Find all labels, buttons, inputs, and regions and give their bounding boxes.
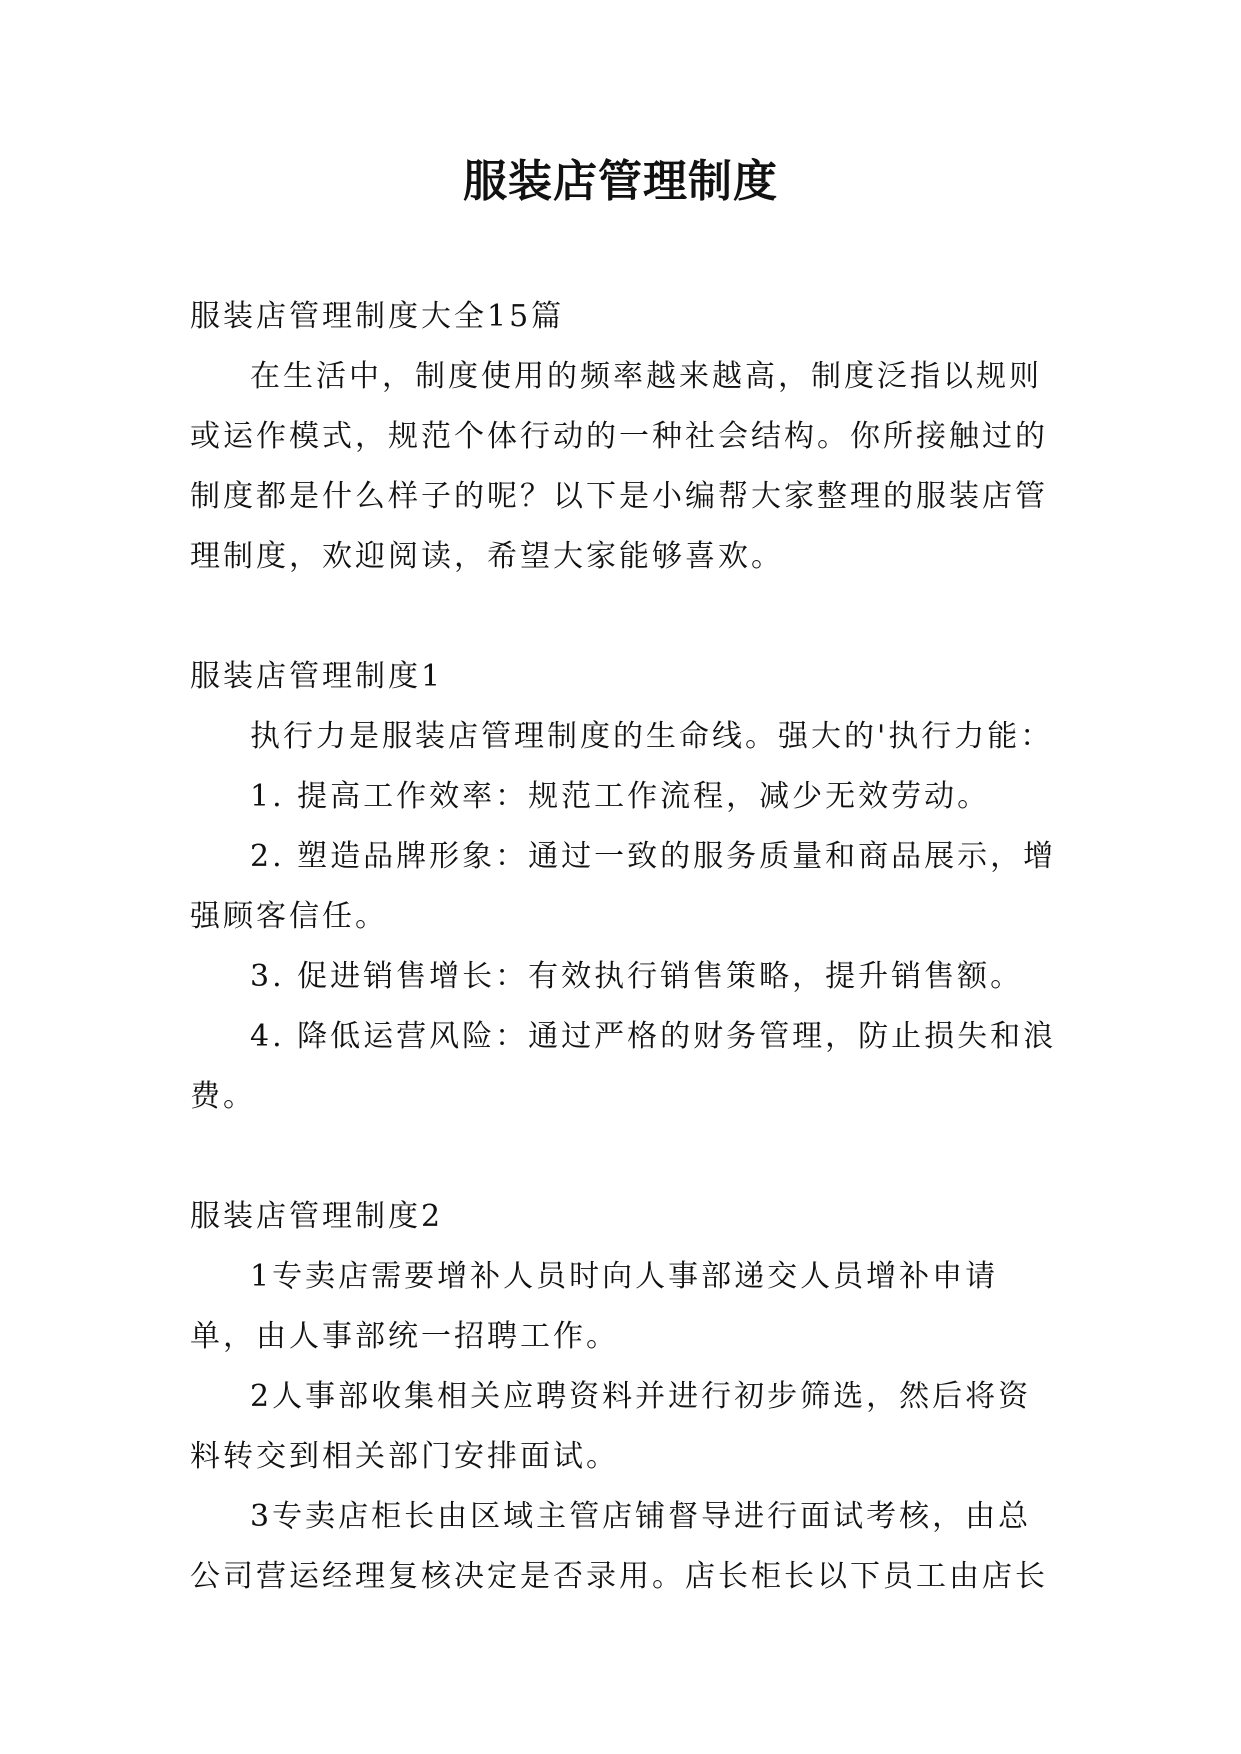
- section-1-paragraph: 执行力是服装店管理制度的生命线。强大的'执行力能：: [250, 719, 1054, 754]
- section-1: [190, 647, 1060, 1127]
- intro-paragraph: 在生活中，制度使用的频率越来越高，制度泛指以规则或运作模式，规范个体行动的一种社会结构。你所接触过的制度都是什么样子的呢？以下是小编帮大家整理的服装店管理制度，欢迎阅读，希望大家能够喜欢。: [190, 359, 1048, 574]
- section-2-paragraph: 2人事部收集相关应聘资料并进行初步筛选，然后将资料转交到相关部门安排面试。: [190, 1379, 1032, 1474]
- section-2-paragraph: 1专卖店需要增补人员时向人事部递交人员增补申请单，由人事部统一招聘工作。: [190, 1259, 999, 1354]
- section-spacer: [190, 1127, 1060, 1187]
- section-spacer: [190, 587, 1060, 647]
- document-title: 服装店管理制度: [463, 156, 778, 207]
- section-1-paragraph: 2. 塑造品牌形象：通过一致的服务质量和商品展示，增强顾客信任。: [190, 839, 1057, 934]
- section-2: [190, 1187, 1060, 1607]
- section-1-paragraph: 1. 提高工作效率：规范工作流程，减少无效劳动。: [250, 779, 991, 814]
- section-1-paragraph: 3. 促进销售增长：有效执行销售策略，提升销售额。: [250, 959, 1024, 994]
- section-2-heading: 服装店管理制度2: [190, 1199, 444, 1234]
- document-subtitle: 服装店管理制度大全15篇: [190, 299, 565, 334]
- section-1-heading: 服装店管理制度1: [190, 659, 444, 694]
- section-2-paragraph: 3专卖店柜长由区域主管店铺督导进行面试考核，由总公司营运经理复核决定是否录用。店长柜长以下员工由店长: [190, 1499, 1048, 1594]
- section-1-paragraph: 4. 降低运营风险：通过严格的财务管理，防止损失和浪费。: [190, 1019, 1057, 1114]
- document-body: [190, 287, 1060, 1607]
